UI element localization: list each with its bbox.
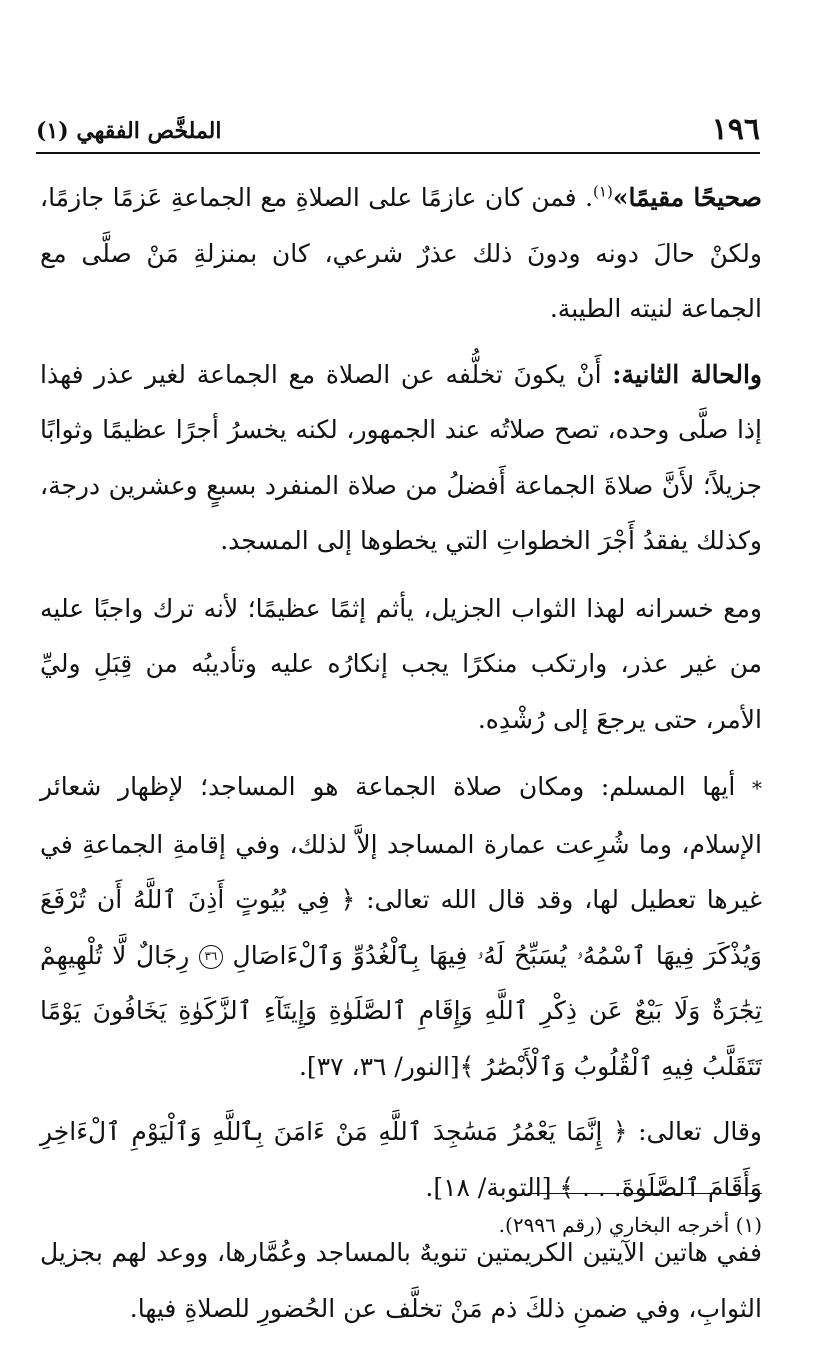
paragraph-lead: والحالة الثانية:	[612, 359, 762, 389]
paragraph-text: وقال تعالى:	[627, 1117, 762, 1146]
quran-verse: رِجَالٌ لَّا تُلْهِيهِمْ تِجَٰرَةٌ وَلَا بَيْعٌ عَن ذِكْرِ ٱللَّهِ وَإِقَامِ ٱلصَّلَوٰةِ وَإِيتَآءِ ٱلزَّكَوٰةِ يَخَافُونَ يَوْمًا تَتَقَلَّبُ فِيهِ ٱلْقُلُوبُ وَٱلْأَبْصَٰرُ ﴾	[40, 940, 762, 1081]
paragraph-lead: صحيحًا مقيمًا»	[612, 183, 762, 212]
footnote-text: أخرجه البخاري (رقم ٢٩٩٦).	[498, 1213, 730, 1237]
body-text	[40, 170, 762, 1346]
page-number: ١٩٦	[711, 112, 760, 147]
paragraph-4	[40, 759, 762, 1094]
footnote-divider	[528, 1193, 762, 1194]
paragraph-1	[40, 170, 762, 337]
paragraph-5	[40, 1104, 762, 1215]
paragraph-text: أيها المسلم: ومكان صلاة الجماعة هو المساجد؛ لإظهار شعائر الإسلام، وما شُرِعت عمارة المساجد إلاَّ لذلك، وفي إقامةِ الجماعةِ في غيرها تعطيل لها، وقد قال الله تعالى:	[40, 772, 762, 914]
paragraph-3	[40, 581, 762, 748]
ayah-number-marker: ٣٦	[199, 945, 223, 969]
running-title: الملخَّص الفقهي (١)	[36, 118, 222, 144]
paragraph-text: أَنْ يكونَ تخلُّفه عن الصلاة مع الجماعة لغير عذر فهذا إذا صلَّى وحده، تصح صلاتُه عند الجمهور، لكنه يخسرُ أجرًا عظيمًا وثوابًا جزيلاً؛ لأَنَّ صلاةَ الجماعة أَفضلُ من صلاة المنفرد بسبعٍ وعشرين درجة، وكذلك يفقدُ أَجْرَ الخطواتِ التي يخطوها إلى المسجد.	[40, 359, 762, 555]
quran-verse: ﴿ إِنَّمَا يَعْمُرُ مَسَٰجِدَ ٱللَّهِ مَنْ ءَامَنَ بِٱللَّهِ وَٱلْيَوْمِ ٱلْءَاخِرِ وَأَقَامَ ٱلصَّلَوٰةَ. . . ﴾	[40, 1117, 762, 1202]
verse-reference: [النور/ ٣٦، ٣٧].	[298, 1051, 460, 1081]
page-header	[36, 110, 760, 154]
star-icon: *	[752, 776, 762, 800]
verse-reference: [التوبة/ ١٨].	[425, 1172, 560, 1202]
footnote	[40, 1208, 762, 1242]
paragraph-2	[40, 347, 762, 569]
paragraph-text: ومع خسرانه لهذا الثواب الجزيل، يأثم إثمًا عظيمًا؛ لأنه ترك واجبًا عليه من غير عذر، وارتكب منكرًا يجب إنكارُه عليه وتأديبُه من قِبَلِ وليِّ الأمر، حتى يرجعَ إلى رُشْدِه.	[40, 593, 762, 734]
quran-verse: ﴿ فِي بُيُوتٍ أَذِنَ ٱللَّهُ أَن تُرْفَعَ وَيُذْكَرَ فِيهَا ٱسْمُهُۥ يُسَبِّحُ لَهُۥ فِيهَا بِٱلْغُدُوِّ وَٱلْءَاصَالِ	[40, 885, 762, 970]
footnote-marker: (١)	[593, 182, 613, 201]
paragraph-text: . فمن كان عازمًا على الصلاةِ مع الجماعةِ عَزمًا جازمًا، ولكنْ حالَ دونه ودونَ ذلك عذرٌ شرعي، كان بمنزلةِ مَنْ صلَّى مع الجماعة لنيته الطيبة.	[40, 183, 762, 323]
paragraph-text: ففي هاتين الآيتين الكريمتين تنويهٌ بالمساجد وعُمَّارها، ووعد لهم بجزيل الثوابِ، وفي ضمنِ ذلكَ ذم مَنْ تخلَّف عن الحُضورِ للصلاةِ فيها.	[40, 1238, 762, 1323]
footnote-number: (١)	[735, 1213, 762, 1237]
